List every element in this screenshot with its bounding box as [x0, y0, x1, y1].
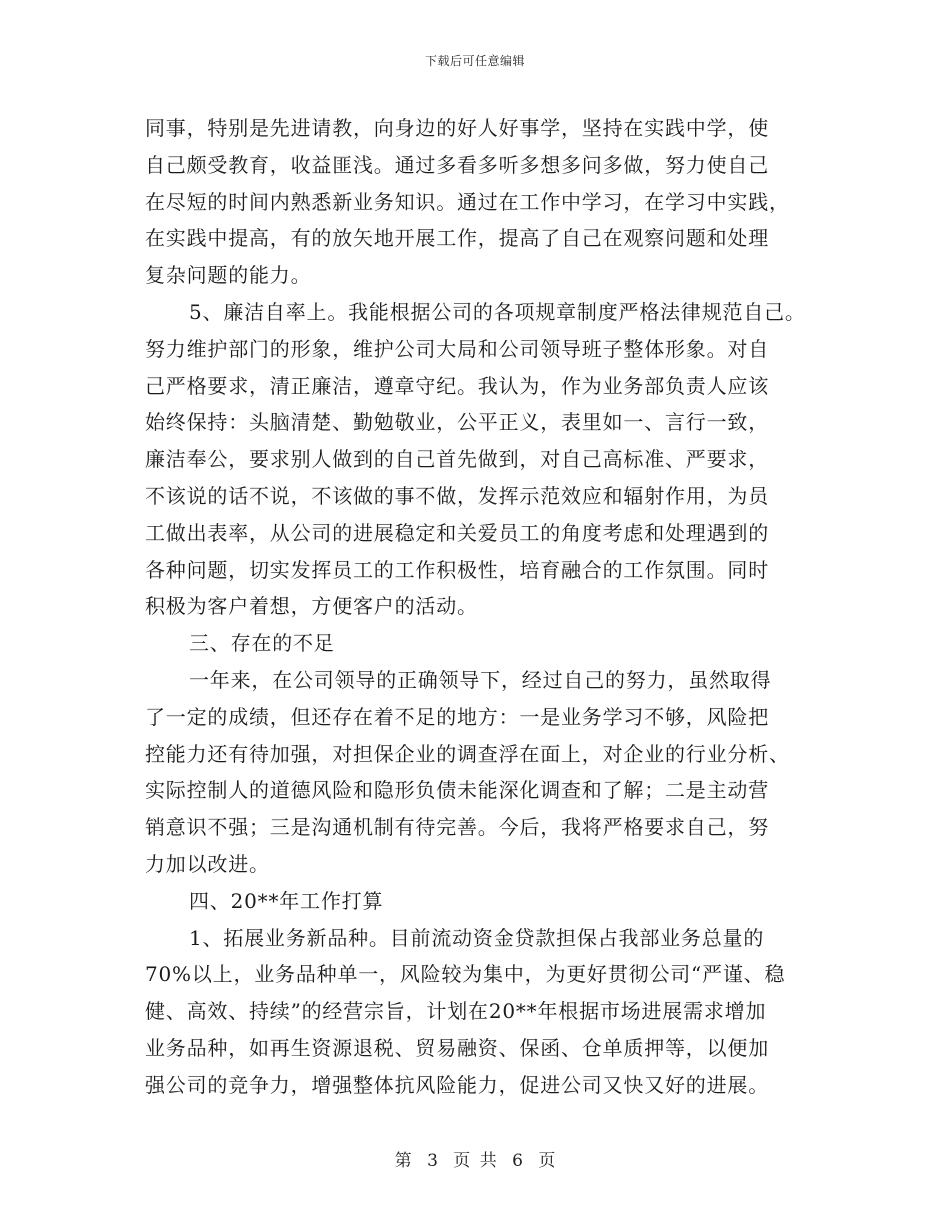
document-body — [145, 110, 825, 1104]
text-line: 力加以改进。 — [145, 851, 270, 876]
header-note: 下载后可任意编辑 — [424, 54, 525, 68]
text-line: 了一定的成绩，但还存在着不足的地方：一是业务学习不够，风险把 — [145, 704, 769, 729]
text-line: 同事，特别是先进请教，向身边的好人好事学，坚持在实践中学，使 — [145, 116, 769, 140]
text-line: 工做出表率，从公司的进展稳定和关爱员工的角度考虑和处理遇到的 — [145, 520, 769, 545]
text-line: 始终保持：头脑清楚、勤勉敬业，公平正义，表里如一、言行一致， — [145, 410, 769, 435]
text-line: 己严格要求，清正廉洁，遵章守纪。我认为，作为业务部负责人应该 — [145, 373, 769, 398]
paragraph-start-line: 1、拓展业务新品种。目前流动资金贷款担保占我部业务总量的 — [189, 925, 765, 950]
text-line: 70%以上，业务品种单一，风险较为集中，为更好贯彻公司“严谨、稳 — [145, 962, 786, 987]
text-line: 努力维护部门的形象，维护公司大局和公司领导班子整体形象。对自 — [145, 336, 769, 361]
paragraph-start-line: 一年来，在公司领导的正确领导下，经过自己的努力，虽然取得 — [189, 667, 772, 692]
text-line: 实际控制人的道德风险和隐形负债未能深化调查和了解；二是主动营 — [145, 778, 769, 803]
text-line: 廉洁奉公，要求别人做到的自己首先做到，对自己高标准、严要求， — [145, 447, 769, 472]
total-page-count: 6 — [512, 1151, 523, 1171]
text-line: 自己颇受教育，收益匪浅。通过多看多听多想多问多做，努力使自己 — [145, 152, 769, 177]
text-line: 业务品种，如再生资源退税、贸易融资、保函、仓单质押等，以便加 — [145, 1035, 769, 1060]
text-line: 控能力还有待加强，对担保企业的调查浮在面上，对企业的行业分析、 — [145, 741, 790, 766]
text-line: 在实践中提高，有的放矢地开展工作，提高了自己在观察问题和处理 — [145, 226, 769, 251]
text-line: 不该说的话不说，不该做的事不做，发挥示范效应和辐射作用，为员 — [145, 483, 769, 508]
text-line: 积极为客户着想，方便客户的活动。 — [145, 594, 478, 619]
section-heading: 四、20**年工作打算 — [189, 888, 384, 913]
text-line: 复杂问题的能力。 — [145, 263, 312, 288]
footer-middle: 页 共 — [453, 1151, 497, 1171]
paragraph-start-line: 5、廉洁自率上。我能根据公司的各项规章制度严格法律规范自己。 — [189, 299, 806, 324]
page-footer — [0, 1146, 950, 1171]
footer-suffix: 页 — [538, 1151, 556, 1171]
text-line: 销意识不强；三是沟通机制有待完善。今后，我将严格要求自己，努 — [145, 815, 769, 840]
section-heading: 三、存在的不足 — [189, 631, 335, 656]
footer-prefix: 第 — [394, 1151, 412, 1171]
text-line: 在尽短的时间内熟悉新业务知识。通过在工作中学习，在学习中实践， — [145, 189, 790, 214]
current-page-number: 3 — [427, 1151, 438, 1171]
text-line: 各种问题，切实发挥员工的工作积极性，培育融合的工作氛围。同时 — [145, 557, 769, 582]
text-line: 强公司的竞争力，增强整体抗风险能力，促进公司又快又好的进展。 — [145, 1072, 769, 1097]
text-line: 健、高效、持续”的经营宗旨，计划在20**年根据市场进展需求增加 — [145, 999, 767, 1024]
